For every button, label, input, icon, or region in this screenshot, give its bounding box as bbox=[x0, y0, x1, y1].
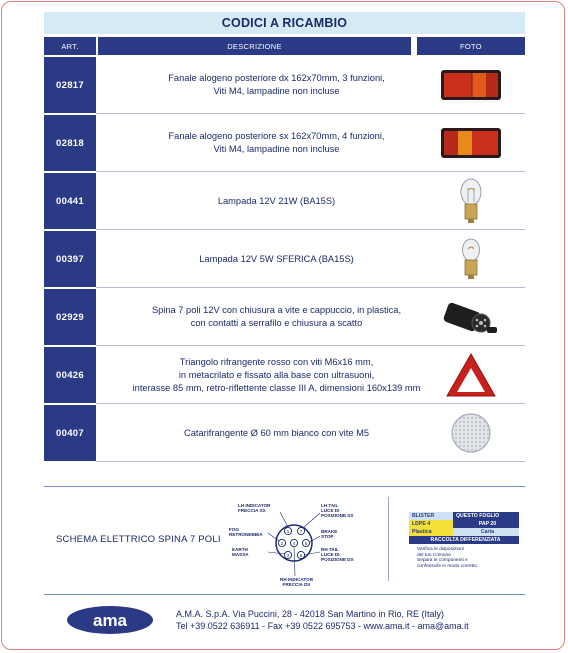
table-row bbox=[44, 115, 525, 171]
description: Fanale alogeno posteriore dx 162x70mm, 3 funzioni, Viti M4, lampadine non incluse bbox=[168, 73, 385, 96]
ama-logo bbox=[66, 605, 154, 635]
pin-number: 4 bbox=[292, 541, 296, 546]
round-reflector-icon bbox=[417, 405, 525, 461]
tail-light-icon bbox=[417, 57, 525, 113]
pin-number: 7 bbox=[299, 529, 303, 534]
pin-label-fog: FOG RETRONEBBIA bbox=[229, 527, 263, 537]
pin-label-rh-indicator: RH INDICATOR FRECCIA DX bbox=[280, 577, 314, 587]
pin-number: 2 bbox=[280, 541, 284, 546]
bulb-icon bbox=[417, 173, 525, 229]
recycling-row: Plastica Carta bbox=[409, 528, 519, 536]
header-foto: FOTO bbox=[417, 37, 525, 55]
art-code: 00426 bbox=[44, 347, 96, 403]
pin-label-earth: EARTH MASSA bbox=[232, 547, 249, 557]
recycling-footer: RACCOLTA DIFFERENZIATA bbox=[409, 536, 519, 544]
pin-label-lh-tail: LH TAIL LUCE DI POSIZIONE SX bbox=[321, 503, 354, 518]
company-info bbox=[176, 608, 469, 632]
header-descrizione: DESCRIZIONE bbox=[98, 37, 411, 55]
description: Catarifrangente Ø 60 mm bianco con vite M5 bbox=[184, 427, 369, 438]
company-address: A.M.A. S.p.A. Via Puccini, 28 - 42018 San Martino in Rio, RE (Italy) bbox=[176, 609, 444, 619]
art-code: 02818 bbox=[44, 115, 96, 171]
company-contacts: Tel +39 0522 636911 - Fax +39 0522 695753 - www.ama.it - ama@ama.it bbox=[176, 621, 469, 631]
reflector-triangle-icon bbox=[417, 347, 525, 403]
table-row bbox=[44, 405, 525, 461]
description: Lampada 12V 5W SFERICA (BA15S) bbox=[199, 253, 354, 264]
description: Lampada 12V 21W (BA15S) bbox=[217, 195, 336, 206]
art-code: 02929 bbox=[44, 289, 96, 345]
pin-label-rh-tail: RH TAIL LUCE DI POSIZIONE DX bbox=[321, 547, 354, 562]
section-divider bbox=[44, 486, 525, 487]
pin-number: 6 bbox=[304, 541, 308, 546]
description: Fanale alogeno posteriore sx 162x70mm, 4 funzioni, Viti M4, lampadine non incluse bbox=[168, 131, 385, 154]
header-art: ART. bbox=[44, 37, 96, 55]
page-title: CODICI A RICAMBIO bbox=[44, 12, 525, 34]
art-code: 00441 bbox=[44, 173, 96, 229]
recycling-info bbox=[409, 512, 519, 569]
svg-text:ama: ama bbox=[92, 611, 128, 630]
description: Triangolo rifrangente rosso con viti M6x16 mm, in metacrilato e fissato alla base con ultrasuoni, interasse 85 mm, retro-riflettente classe III A, dimensioni 160x139 mm bbox=[132, 356, 421, 393]
schema-label: SCHEMA ELETTRICO SPINA 7 POLI bbox=[56, 534, 221, 545]
recycling-note: Verifica le disposizioni del tuo Comune Separa le componenti e conferiscile in modo corretto bbox=[417, 547, 477, 569]
table-row bbox=[44, 289, 525, 345]
pin-number: 3 bbox=[286, 553, 290, 558]
pin-number: 1 bbox=[286, 529, 290, 534]
vertical-divider bbox=[388, 497, 389, 581]
table-row bbox=[44, 173, 525, 229]
pin-label-brake: BRAKE STOP bbox=[321, 529, 338, 539]
table-row bbox=[44, 231, 525, 287]
recycling-row: LDPE 4 PAP 20 bbox=[409, 520, 519, 528]
tail-light-icon bbox=[417, 115, 525, 171]
table-row bbox=[44, 347, 525, 403]
recycling-row: BLISTER QUESTO FOGLIO bbox=[409, 512, 519, 520]
pin-number: 5 bbox=[299, 553, 303, 558]
art-code: 00397 bbox=[44, 231, 96, 287]
description: Spina 7 poli 12V con chiusura a vite e cappuccio, in plastica, con contatti a serrafilo e chiusura a scatto bbox=[151, 305, 402, 328]
plug-icon bbox=[417, 289, 525, 345]
art-code: 02817 bbox=[44, 57, 96, 113]
bulb-icon bbox=[417, 231, 525, 287]
footer-divider bbox=[44, 594, 525, 595]
table-row bbox=[44, 57, 525, 113]
pin-label-lh-indicator: LH INDICATOR FRECCIA SX bbox=[238, 503, 271, 513]
wiring-diagram bbox=[228, 503, 378, 589]
art-code: 00407 bbox=[44, 405, 96, 461]
